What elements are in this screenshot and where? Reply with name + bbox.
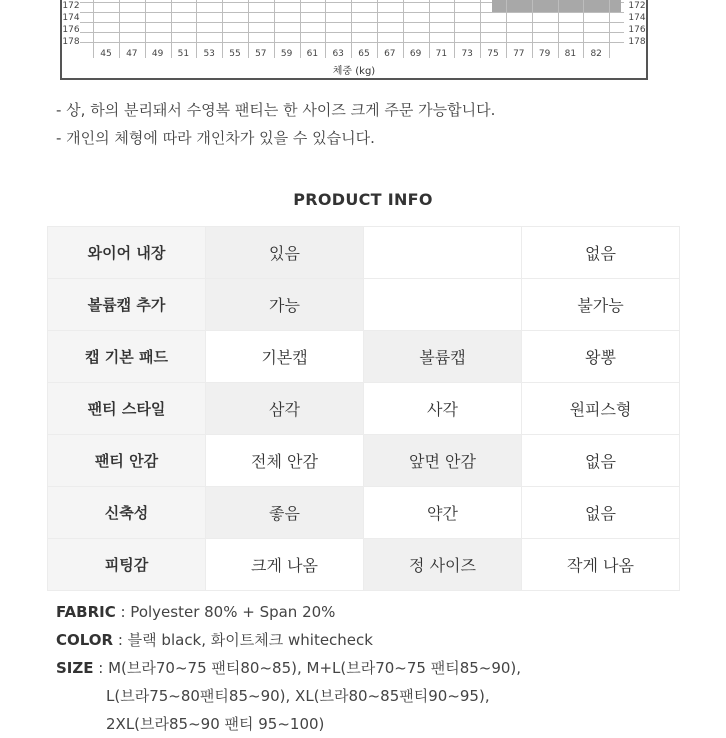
product-info-row [48, 331, 680, 383]
option-cell: 앞면 안감 [364, 435, 522, 487]
option-cell: 좋음 [206, 487, 364, 539]
option-cell: 가능 [206, 279, 364, 331]
fabric-value: : Polyester 80% + Span 20% [115, 603, 336, 621]
color-line [56, 626, 521, 654]
color-label: COLOR [56, 631, 114, 649]
option-cell: 정 사이즈 [364, 539, 522, 591]
row-label: 팬티 스타일 [48, 383, 206, 435]
row-label: 팬티 안감 [48, 435, 206, 487]
option-cell: 크게 나옴 [206, 539, 364, 591]
note-line: - 상, 하의 분리돼서 수영복 팬티는 한 사이즈 크게 주문 가능합니다. [56, 101, 496, 119]
option-cell: 삼각 [206, 383, 364, 435]
height-label-right: 176 [628, 25, 646, 35]
weight-label: 69 [409, 49, 422, 59]
weight-label: 82 [590, 49, 602, 59]
weight-label: 77 [513, 49, 525, 59]
weight-label: 63 [332, 49, 344, 59]
weight-label: 81 [564, 49, 577, 59]
height-label-right: 172 [628, 1, 646, 11]
product-info-row [48, 383, 680, 435]
weight-label: 55 [229, 49, 241, 59]
weight-label: 65 [358, 49, 370, 59]
product-info-row [48, 539, 680, 591]
size-label: SIZE [56, 659, 94, 677]
note-line: - 개인의 체형에 따라 개인차가 있을 수 있습니다. [56, 129, 375, 147]
row-label: 볼륨캡 추가 [48, 279, 206, 331]
height-label-left: 178 [62, 37, 80, 47]
row-label: 피팅감 [48, 539, 206, 591]
size-highlight [492, 0, 621, 12]
weight-label: 79 [538, 49, 551, 59]
product-info-row [48, 487, 680, 539]
option-cell: 작게 나옴 [522, 539, 680, 591]
height-label-left: 176 [62, 25, 80, 35]
weight-label: 71 [435, 49, 448, 59]
option-cell: 약간 [364, 487, 522, 539]
weight-label: 73 [461, 49, 473, 59]
weight-label: 67 [384, 49, 396, 59]
color-value: : 블랙 black, 화이트체크 whitecheck [113, 631, 373, 649]
x-axis-title: 체중 (kg) [332, 66, 376, 77]
height-label-left: 174 [62, 13, 80, 23]
row-label: 신축성 [48, 487, 206, 539]
product-info-title: PRODUCT INFO [293, 190, 433, 209]
row-label: 와이어 내장 [48, 227, 206, 279]
grid-line [609, 0, 610, 58]
option-cell: 왕뽕 [522, 331, 680, 383]
option-cell: 볼륨캡 [364, 331, 522, 383]
weight-label: 45 [100, 49, 112, 59]
size-value: : M(브라70~75 팬티80~85), M+L(브라70~75 팬티85~90), [93, 659, 522, 677]
size-line-3: 2XL(브라85~90 팬티 95~100) [106, 715, 325, 733]
weight-label: 61 [306, 49, 319, 59]
option-cell: 없음 [522, 487, 680, 539]
height-label-right: 174 [628, 13, 646, 23]
option-cell: 있음 [206, 227, 364, 279]
option-cell: 사각 [364, 383, 522, 435]
size-line-2: L(브라75~80팬티85~90), XL(브라80~85팬티90~95), [106, 687, 490, 705]
weight-label: 57 [255, 49, 267, 59]
product-info-row [48, 227, 680, 279]
option-cell: 없음 [522, 227, 680, 279]
weight-label: 53 [203, 49, 215, 59]
height-label-left: 172 [62, 1, 80, 11]
option-cell: 없음 [522, 435, 680, 487]
option-cell [364, 279, 522, 331]
fabric-line [56, 598, 521, 626]
weight-label: 59 [280, 49, 293, 59]
option-cell: 기본캡 [206, 331, 364, 383]
product-info-table [47, 226, 680, 591]
weight-label: 51 [177, 49, 190, 59]
option-cell [364, 227, 522, 279]
option-cell: 전체 안감 [206, 435, 364, 487]
option-cell: 원피스형 [522, 383, 680, 435]
size-line [56, 654, 521, 682]
fabric-label: FABRIC [56, 603, 116, 621]
notes [56, 96, 495, 152]
weight-label: 49 [151, 49, 164, 59]
product-info-row [48, 435, 680, 487]
product-info-row [48, 279, 680, 331]
height-label-right: 178 [628, 37, 646, 47]
specs [56, 598, 521, 738]
size-chart [60, 0, 648, 80]
weight-label: 47 [126, 49, 138, 59]
row-label: 캡 기본 패드 [48, 331, 206, 383]
weight-label: 75 [487, 49, 499, 59]
option-cell: 불가능 [522, 279, 680, 331]
